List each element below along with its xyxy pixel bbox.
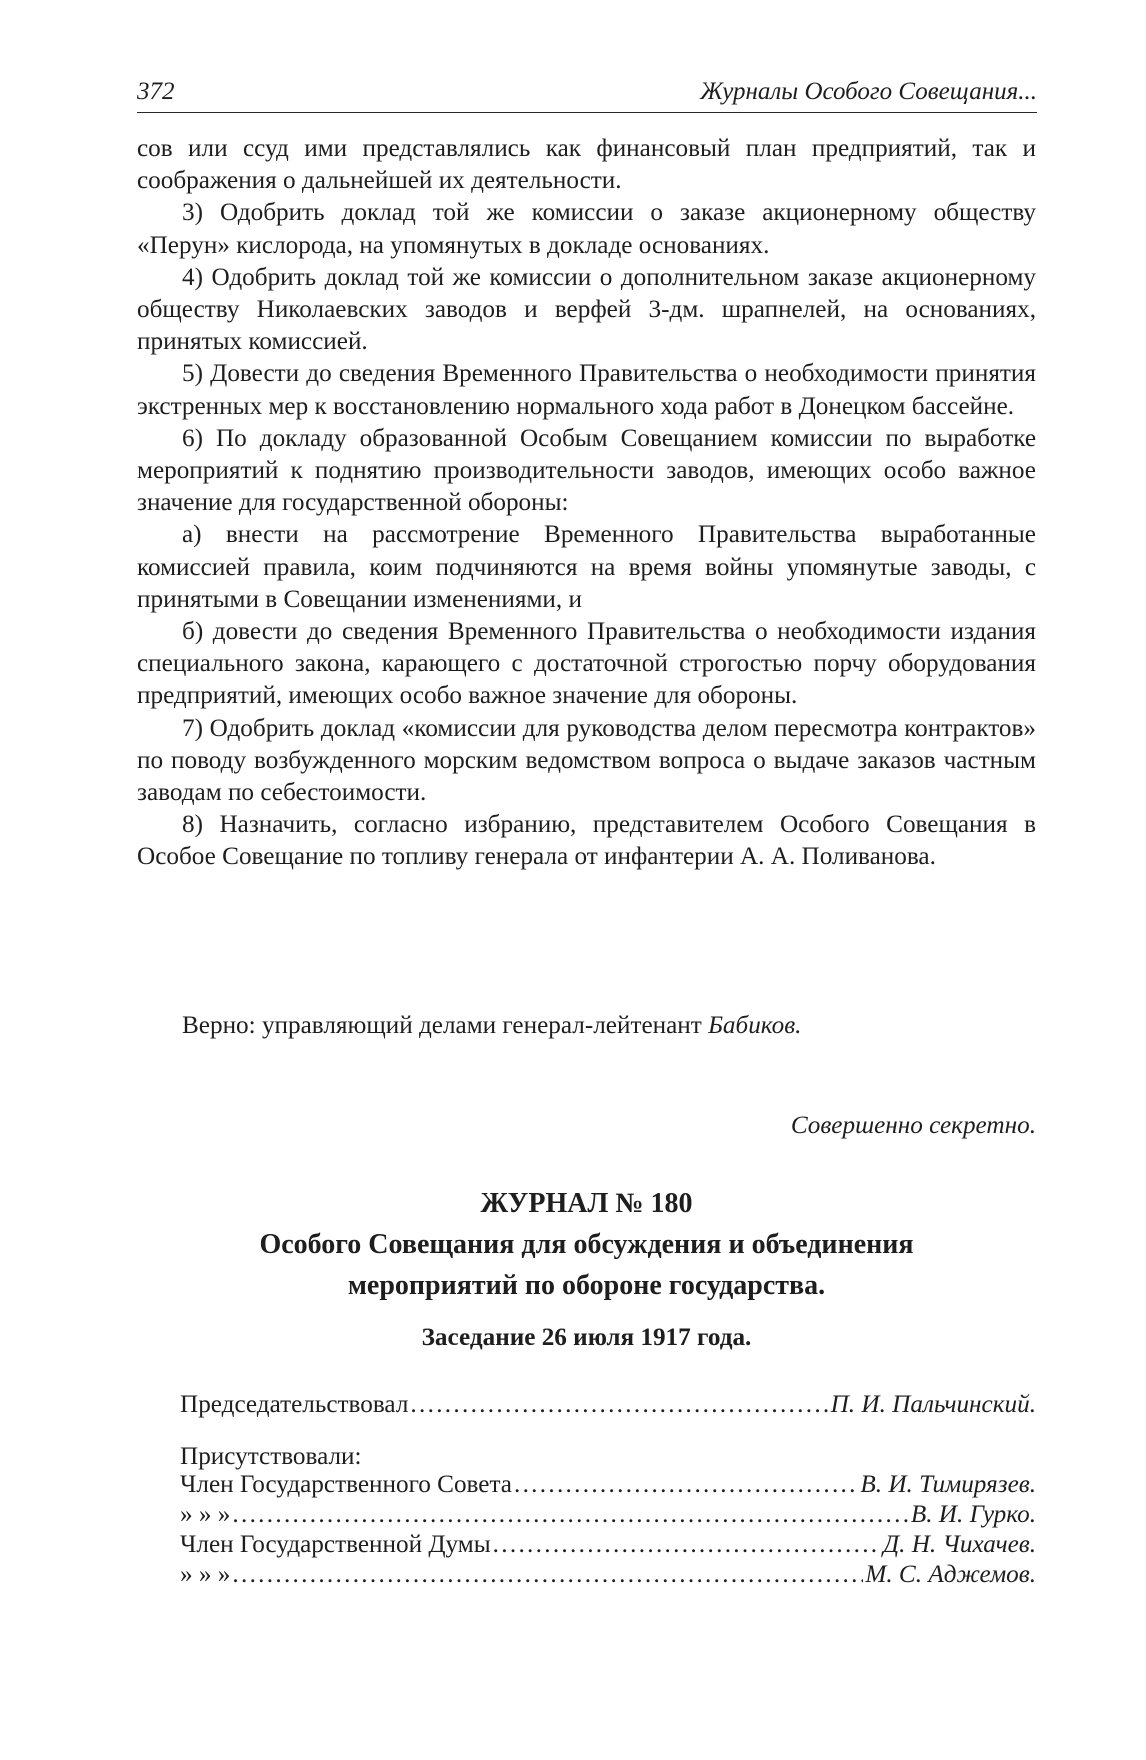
member-row [180, 1470, 1036, 1500]
session-date: Заседание 26 июля 1917 года. [421, 1324, 752, 1351]
paragraph: 7) Одобрить доклад «комиссии для руководства делом пересмотра контрактов» по поводу возбужденного морским ведомством вопроса о выдаче заказов частным заводам по себестоимости. [137, 714, 1036, 807]
dot-leader [232, 1500, 908, 1530]
dot-leader [232, 1560, 863, 1590]
attestation-line [182, 1012, 801, 1040]
member-label: » » » [180, 1561, 231, 1588]
body-text [137, 133, 1036, 874]
paragraph: б) довести до сведения Временного Правительства о необходимости издания специального закона, карающего с достаточной строгостью порчу оборудования предприятий, имеющих особо важное значение для обороны. [137, 618, 1036, 710]
member-row [180, 1500, 1036, 1530]
present-label: Присутствовали: [180, 1443, 362, 1470]
dot-leader [493, 1530, 881, 1560]
journal-title-line-2: мероприятий по обороне государства. [347, 1270, 826, 1301]
member-row [180, 1530, 1036, 1560]
member-name: М. С. Аджемов. [865, 1561, 1036, 1588]
paragraph: 4) Одобрить доклад той же комиссии о дополнительном заказе акционерному обществу Николаевских заводов и верфей 3-дм. шрапнелей, на основаниях, принятых комиссией. [137, 263, 1036, 356]
journal-heading [137, 1183, 1036, 1306]
chair-name: П. И. Пальчинский. [830, 1391, 1036, 1418]
paragraph: 5) Довести до сведения Временного Правительства о необходимости принятия экстренных мер к восстановлению нормального хода работ в Донецком бассейне. [137, 360, 1036, 420]
member-row [180, 1560, 1036, 1590]
paragraph: 8) Назначить, согласно избранию, представителем Особого Совещания в Особое Совещание по топливу генерала от инфантерии А. А. Поливанова. [137, 811, 1036, 871]
dot-leader [514, 1470, 858, 1500]
paragraph: а) внести на рассмотрение Временного Правительства выработанные комиссией правила, коим подчиняются на время войны упомянутые заводы, с принятыми в Совещании изменениями, и [137, 521, 1036, 613]
member-label: » » » [180, 1501, 231, 1528]
dot-leader [410, 1390, 828, 1420]
paragraph: сов или ссуд ими представлялись как финансовый план предприятий, так и соображения о дальнейшей их деятельности. [137, 135, 1036, 195]
attestation-name: Бабиков. [708, 1012, 802, 1039]
chair-row [180, 1390, 1036, 1420]
journal-number: ЖУРНАЛ № 180 [480, 1188, 693, 1219]
paragraph: 3) Одобрить доклад той же комиссии о заказе акционерному обществу «Перун» кислорода, на упомянутых в докладе основаниях. [137, 199, 1036, 259]
running-title: Журналы Особого Совещания... [700, 78, 1037, 105]
secrecy-stamp: Совершенно секретно. [790, 1112, 1036, 1139]
member-name: В. И. Тимирязев. [860, 1471, 1036, 1498]
chair-label: Председательствовал [180, 1391, 409, 1418]
page-header [137, 74, 1037, 113]
member-name: В. И. Гурко. [910, 1501, 1036, 1528]
member-label: Член Государственного Совета [180, 1471, 512, 1498]
attestation-prefix: Верно: управляющий делами генерал-лейтенант [182, 1012, 709, 1039]
journal-title-line-1: Особого Совещания для обсуждения и объединения [259, 1229, 914, 1260]
member-name: Д. Н. Чихачев. [883, 1531, 1036, 1558]
member-label: Член Государственной Думы [180, 1531, 491, 1558]
page-number: 372 [137, 78, 175, 105]
paragraph: 6) По докладу образованной Особым Совещанием комиссии по выработке мероприятий к поднятию производительности заводов, имеющих особо важное значение для государственной обороны: [137, 424, 1036, 517]
